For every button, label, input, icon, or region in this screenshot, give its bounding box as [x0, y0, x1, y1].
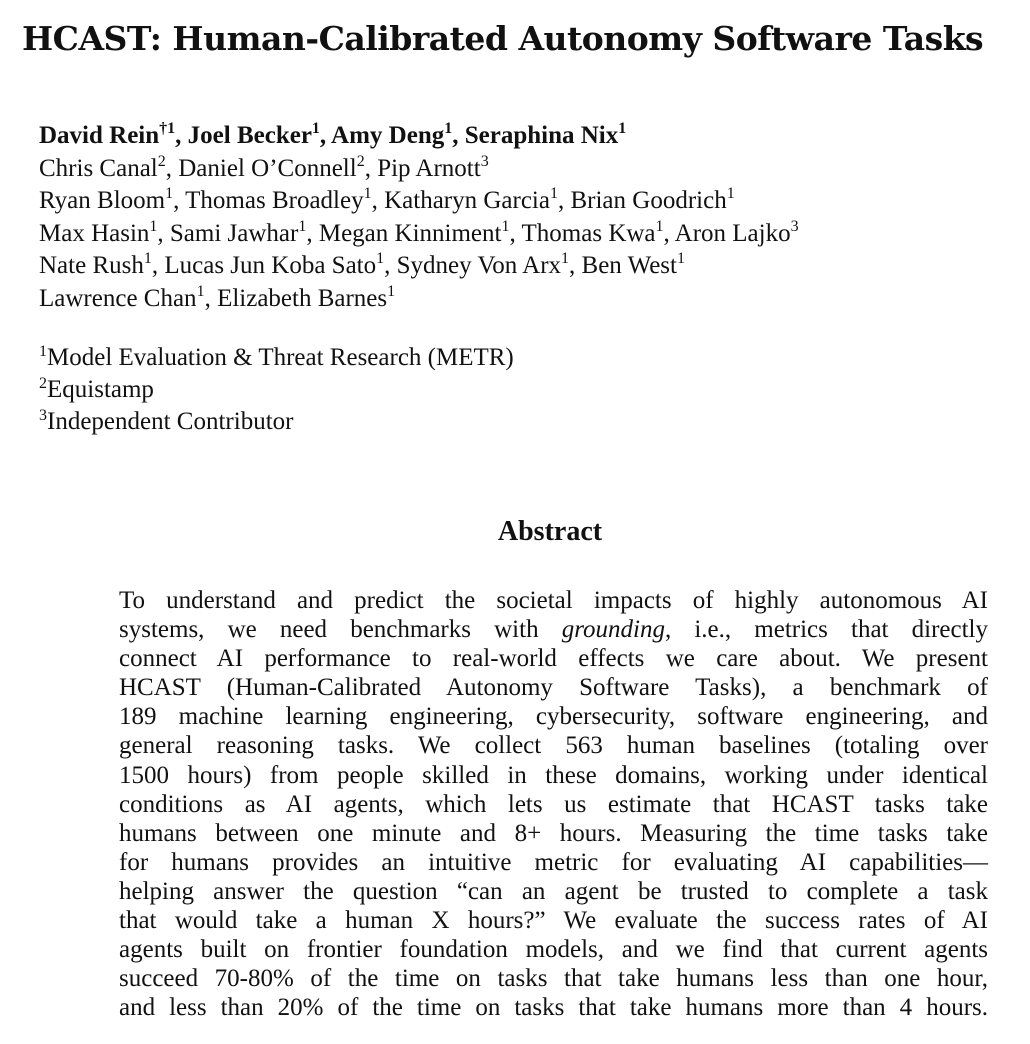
- affiliation-marker: †1: [159, 120, 176, 137]
- affiliation-marker: 1: [549, 185, 558, 203]
- author-line-4: Max Hasin$^1$, Sami Jawhar$^1$, Megan Kinniment$^1$, Thomas Kwa$^1$, Aron Lajko$^3$: [39, 217, 799, 247]
- author-name: Chris Canal: [39, 154, 158, 182]
- author-name: Sydney Von Arx: [396, 252, 562, 280]
- abstract-line: 1500 hours) from people skilled in these domains, working under identical: [119, 761, 988, 789]
- abstract-text: systems, we need benchmarks with: [119, 616, 562, 644]
- author-name: Ryan Bloom: [39, 187, 166, 215]
- author-name: Seraphina Nix: [464, 122, 619, 149]
- abstract-line: To understand and predict the societal impacts of highly autonomous AI: [119, 587, 988, 614]
- author-name: Thomas Kwa: [521, 219, 656, 247]
- affiliation-marker: 1: [376, 250, 385, 268]
- abstract-line: conditions as AI agents, which lets us estimate that HCAST tasks take: [119, 790, 988, 818]
- affiliation-text: Independent Contributor: [47, 408, 294, 435]
- author-name: Joel Becker: [187, 122, 312, 149]
- author-name: Lucas Jun Koba Sato: [164, 252, 377, 280]
- abstract-body: [119, 586, 988, 1022]
- affiliation-1: [39, 342, 1009, 374]
- author-name: Lawrence Chan: [39, 284, 197, 312]
- author-line-6: Lawrence Chan$^1$, Elizabeth Barnes$^1$: [39, 282, 396, 312]
- affiliation-marker: 1: [726, 185, 735, 203]
- affiliation-list: [39, 342, 1009, 438]
- author-name: Daniel O’Connell: [178, 154, 357, 182]
- affiliation-marker: 3: [480, 152, 489, 170]
- affiliation-marker: 1: [618, 120, 627, 137]
- abstract-text: , i.e., metrics that directly: [664, 616, 988, 644]
- affiliation-marker: 1: [196, 282, 205, 300]
- affiliation-marker: 1: [561, 250, 570, 268]
- affiliation-2: [39, 374, 1009, 406]
- author-name: Nate Rush: [39, 252, 144, 280]
- author-name: David Rein: [39, 122, 160, 149]
- affiliation-marker: 1: [298, 217, 307, 235]
- paper-title: HCAST: Human-Calibrated Autonomy Software Tasks: [22, 19, 984, 58]
- affiliation-marker: 1: [387, 282, 396, 300]
- author-line-2: Chris Canal$^2$, Daniel O’Connell$^2$, Pip Arnott$^3$: [39, 152, 489, 182]
- affiliation-marker: 2: [356, 152, 365, 170]
- abstract-line: 189 machine learning engineering, cybersecurity, software engineering, and: [119, 703, 988, 731]
- author-line-1: David Rein$^{\dagger 1}$, Joel Becker$^1$, Amy Deng$^1$, Seraphina Nix$^1$: [39, 120, 627, 149]
- abstract-line: agents built on frontier foundation models, and we find that current agents: [119, 936, 988, 964]
- abstract-line: for humans provides an intuitive metric for evaluating AI capabilities—: [119, 848, 988, 876]
- abstract-line: connect AI performance to real-world effects we care about. We present: [119, 645, 988, 673]
- abstract-line: and less than 20% of the time on tasks that take humans more than 4 hours.: [119, 994, 988, 1022]
- author-name: Aron Lajko: [674, 219, 791, 247]
- abstract-line: general reasoning tasks. We collect 563 human baselines (totaling over: [119, 732, 988, 760]
- affiliation-marker: 1: [311, 120, 320, 137]
- affiliation-marker: 1: [444, 120, 453, 137]
- author-name: Katharyn Garcia: [384, 187, 550, 215]
- author-name: Ben West: [581, 252, 677, 280]
- abstract-line: HCAST (Human-Calibrated Autonomy Software Tasks), a benchmark of: [119, 674, 988, 702]
- author-list: [39, 120, 1009, 316]
- author-name: Amy Deng: [331, 122, 445, 149]
- affiliation-marker: 1: [676, 250, 685, 268]
- abstract-emphasis: grounding: [561, 616, 665, 644]
- affiliation-marker: 1: [655, 217, 664, 235]
- affiliation-marker: 1: [501, 217, 510, 235]
- author-name: Max Hasin: [39, 219, 150, 247]
- affiliation-marker: 3: [39, 407, 47, 424]
- author-name: Megan Kinniment: [318, 219, 502, 247]
- abstract-line: humans between one minute and 8+ hours. Measuring the time tasks take: [119, 819, 988, 847]
- affiliation-marker: 2: [157, 152, 166, 170]
- affiliation-text: Model Evaluation & Threat Research (METR): [47, 344, 514, 371]
- affiliation-text: Equistamp: [47, 376, 154, 403]
- author-name: Elizabeth Barnes: [217, 284, 388, 312]
- author-name: Sami Jawhar: [169, 219, 299, 247]
- abstract-line: helping answer the question “can an agent be trusted to complete a task: [119, 877, 988, 905]
- affiliation-marker: 1: [39, 343, 47, 360]
- abstract-line: [119, 615, 988, 644]
- affiliation-3: [39, 406, 1009, 438]
- author-line-3: Ryan Bloom$^1$, Thomas Broadley$^1$, Katharyn Garcia$^1$, Brian Goodrich$^1$: [39, 185, 735, 215]
- affiliation-marker: 2: [39, 375, 47, 392]
- author-name: Thomas Broadley: [185, 187, 364, 215]
- abstract-line: succeed 70-80% of the time on tasks that take humans less than one hour,: [119, 965, 988, 993]
- abstract-heading: Abstract: [497, 516, 603, 547]
- author-name: Pip Arnott: [377, 154, 481, 182]
- affiliation-marker: 3: [790, 217, 799, 235]
- affiliation-marker: 1: [165, 185, 174, 203]
- affiliation-marker: 1: [149, 217, 158, 235]
- author-name: Brian Goodrich: [570, 187, 727, 215]
- affiliation-marker: 1: [143, 250, 152, 268]
- abstract-line: that would take a human X hours?” We evaluate the success rates of AI: [119, 907, 988, 935]
- author-line-5: Nate Rush$^1$, Lucas Jun Koba Sato$^1$, Sydney Von Arx$^1$, Ben West$^1$: [39, 250, 685, 280]
- affiliation-marker: 1: [363, 185, 372, 203]
